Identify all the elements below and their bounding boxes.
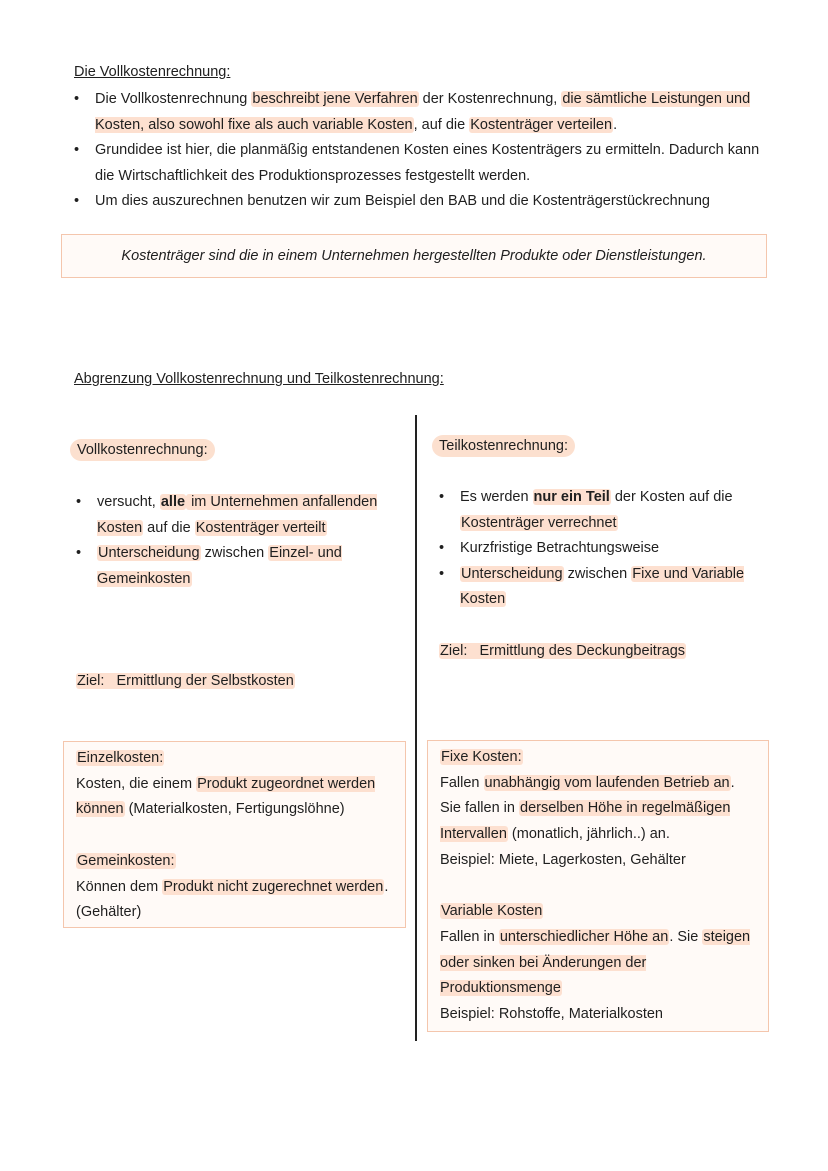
comparison-heading: Abgrenzung Vollkostenrechnung und Teilkostenrechnung: bbox=[74, 371, 444, 387]
bullet-list bbox=[74, 87, 764, 215]
list-item: • Unterscheidung zwischen Einzel- und Gemeinkosten bbox=[76, 541, 394, 592]
list-item: • Unterscheidung zwischen Fixe und Variable Kosten bbox=[439, 562, 759, 613]
left-info-box bbox=[63, 741, 406, 928]
left-column-title: Vollkostenrechnung: bbox=[70, 442, 215, 458]
left-goal: Ziel: Ermittlung der Selbstkosten bbox=[77, 673, 294, 689]
section-heading: Die Vollkostenrechnung: bbox=[74, 64, 231, 80]
definition-text: Kostenträger sind die in einem Unternehmen hergestellten Produkte oder Dienstleistungen. bbox=[121, 248, 707, 264]
box-text: Fallen in unterschiedlicher Höhe an. Sie steigen oder sinken bei Änderungen der Produktionsmenge bbox=[440, 928, 751, 997]
list-item: • Es werden nur ein Teil der Kosten auf die Kostenträger verrechnet bbox=[439, 485, 759, 536]
right-goal: Ziel: Ermittlung des Deckungbeitrags bbox=[440, 643, 686, 659]
list-item: • Kurzfristige Betrachtungsweise bbox=[439, 536, 759, 562]
box-text: Beispiel: Miete, Lagerkosten, Gehälter bbox=[440, 851, 686, 868]
definition-box bbox=[61, 234, 767, 278]
box-text: Beispiel: Rohstoffe, Materialkosten bbox=[440, 1006, 663, 1023]
column-divider bbox=[415, 415, 417, 1041]
box-text: Fallen unabhängig vom laufenden Betrieb an. bbox=[440, 774, 735, 791]
box-text: Kosten, die einem Produkt zugeordnet werden können (Materialkosten, Fertigungslöhne) bbox=[76, 775, 376, 818]
box-subheading: Gemeinkosten: bbox=[77, 852, 175, 869]
box-subheading: Variable Kosten bbox=[441, 903, 543, 920]
box-text: Können dem Produkt nicht zugerechnet werden. (Gehälter) bbox=[76, 878, 389, 921]
right-bullet-list bbox=[439, 485, 759, 613]
box-subheading: Fixe Kosten: bbox=[441, 749, 522, 765]
list-item: • versucht, alle im Unternehmen anfallenden Kosten auf die Kostenträger verteilt bbox=[76, 490, 394, 541]
list-item: • Grundidee ist hier, die planmäßig entstandenen Kosten eines Kostenträgers zu ermitteln. Dadurch kann die Wirtschaftlichkeit des Produktionsprozesses festgestellt werden. bbox=[74, 138, 764, 189]
list-item: • Die Vollkostenrechnung beschreibt jene Verfahren der Kostenrechnung, die sämtliche Leistungen und Kosten, also sowohl fixe als auch variable Kosten, auf die Kostenträger verteilen. bbox=[74, 87, 764, 138]
right-info-box bbox=[427, 740, 769, 1032]
left-bullet-list bbox=[76, 490, 394, 592]
box-subheading: Einzelkosten: bbox=[77, 750, 164, 766]
box-text: Sie fallen in derselben Höhe in regelmäßigen Intervallen (monatlich, jährlich..) an. bbox=[440, 800, 731, 843]
list-item: • Um dies auszurechnen benutzen wir zum Beispiel den BAB und die Kostenträgerstückrechnung bbox=[74, 189, 764, 215]
right-column-title: Teilkostenrechnung: bbox=[432, 438, 575, 454]
